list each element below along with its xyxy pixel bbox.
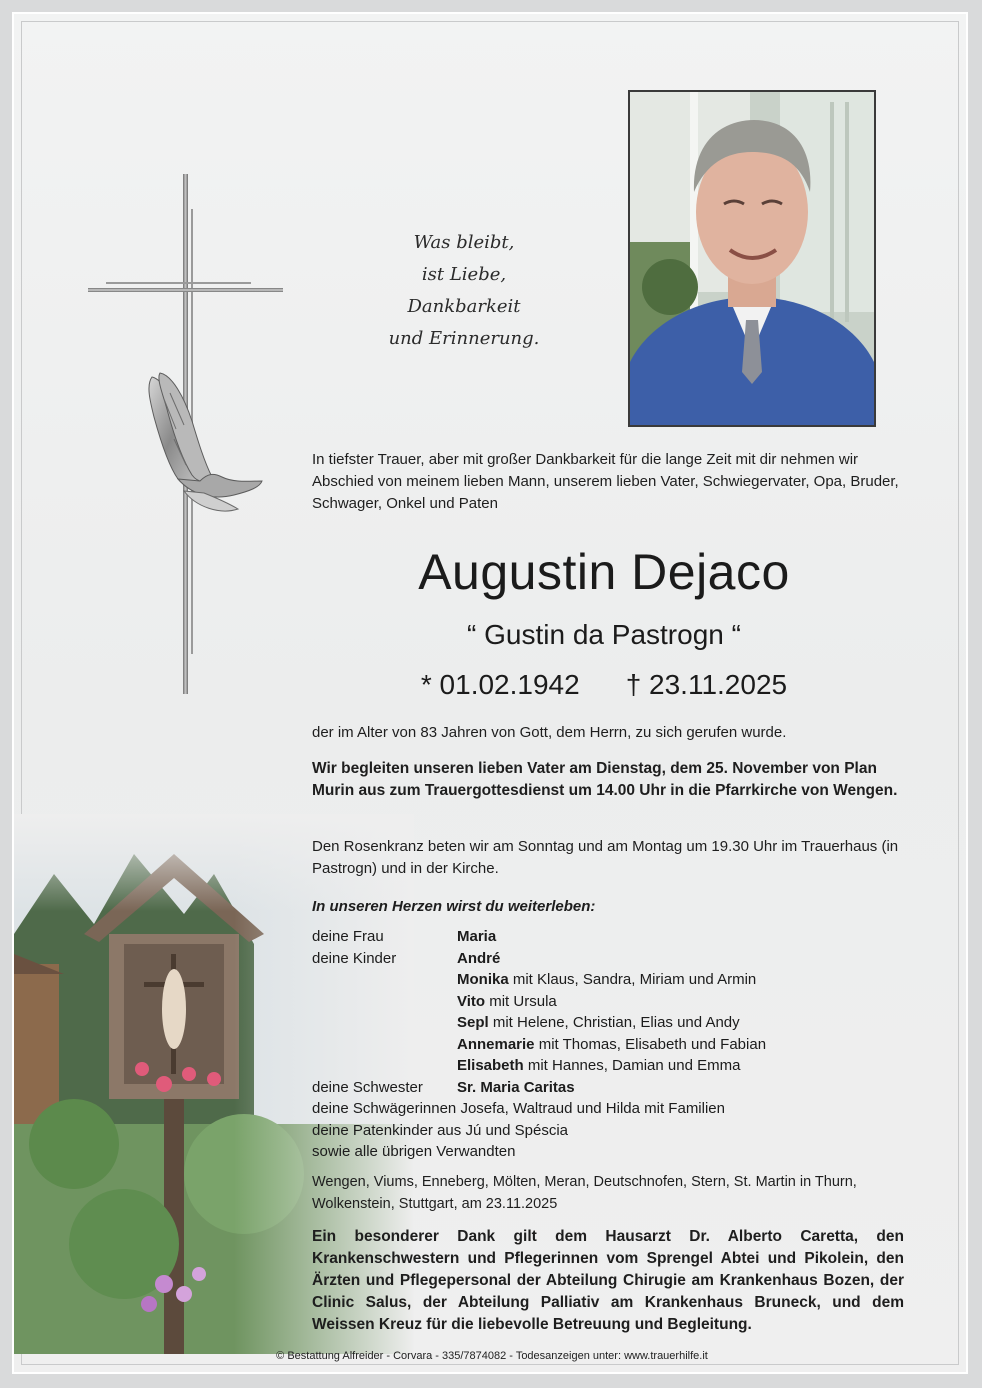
list-item — [312, 969, 904, 991]
praying-hands-icon — [134, 369, 264, 519]
relation-label: deine Kinder — [312, 949, 397, 967]
list-item — [312, 948, 904, 970]
age-text: der im Alter von 83 Jahren von Gott, dem Herrn, zu sich gerufen wurde. — [312, 724, 787, 741]
relative-family: mit Thomas, Elisabeth und Fabian — [534, 1035, 767, 1053]
list-item — [312, 1141, 904, 1163]
death-date: † 23.11.2025 — [625, 669, 788, 700]
list-item — [312, 1034, 904, 1056]
list-item — [312, 1012, 904, 1034]
obituary-card — [12, 12, 968, 1374]
quote-line: und Erinnerung. — [388, 328, 540, 349]
quote-line: ist Liebe, — [421, 264, 507, 285]
relative-family: mit Hannes, Damian und Emma — [523, 1057, 741, 1074]
deceased-name: Augustin Dejaco — [418, 544, 790, 600]
quote-line: Was bleibt, — [413, 232, 515, 253]
portrait-photo — [628, 90, 876, 427]
funeral-announcement: Wir begleiten unseren lieben Vater am Dienstag, dem 25. November von Plan Murin aus zum Trauergottesdienst um 14.00 Uhr in die Pfarrkirche von Wengen. — [312, 760, 898, 799]
list-item — [312, 1098, 904, 1120]
quote-line: Dankbarkeit — [407, 296, 521, 317]
other-relatives: sowie alle übrigen Verwandten — [312, 1143, 516, 1160]
list-item — [312, 1055, 904, 1077]
relative-name: Annemarie — [457, 1035, 535, 1053]
rosary-announcement: Den Rosenkranz beten wir am Sonntag und am Montag um 19.30 Uhr im Trauerhaus (in Pastrogn) und in der Kirche. — [312, 838, 899, 877]
list-item — [312, 1077, 904, 1099]
relation-label: deine Schwester — [312, 1078, 423, 1096]
relative-name: André — [457, 949, 501, 967]
relative-family: mit Helene, Christian, Elias und Andy — [488, 1014, 740, 1031]
intro-text: In tiefster Trauer, aber mit großer Dankbarkeit für die lange Zeit mit dir nehmen wir Abschied von meinem lieben Mann, unserem lieben Vater, Schwiegervater, Opa, Bruder, Schwager, Onkel und Paten — [312, 451, 899, 512]
thanks-text: Ein besonderer Dank gilt dem Hausarzt Dr. Alberto Caretta, den Krankenschwestern und Pflegerinnen vom Sprengel Abtei und Pikolein, den Ärzten und Pflegepersonal der Abteilung Chirugie am Krankenhaus Bozen, der Clinic Salus, der Abteilung Palliativ am Krankenhaus Bruneck, und dem Weissen Kreuz für die liebevolle Betreuung und Begleitung. — [312, 1228, 904, 1333]
birth-date: * 01.02.1942 — [420, 669, 580, 700]
relative-name: Vito — [457, 992, 486, 1010]
relative-name: Sr. Maria Caritas — [457, 1078, 575, 1096]
godchildren: deine Patenkinder aus Jú und Spéscia — [312, 1121, 569, 1139]
cross-horizontal-line — [106, 282, 251, 284]
relation-label: deine Frau — [312, 928, 384, 945]
life-dates — [304, 666, 904, 704]
list-item — [312, 1120, 904, 1142]
relative-name: Sepl — [457, 1014, 489, 1031]
sisters-in-law: deine Schwägerinnen Josefa, Waltraud und Hilda mit Familien — [312, 1100, 725, 1117]
footer-credit: © Bestattung Alfreider - Corvara - 335/7874082 - Todesanzeigen unter: www.trauerhilfe.it — [276, 1350, 708, 1362]
list-item — [312, 926, 904, 948]
relatives-list — [312, 926, 904, 1163]
deceased-nickname: “ Gustin da Pastrogn “ — [467, 619, 741, 650]
mourners-heading: In unseren Herzen wirst du weiterleben: — [312, 898, 596, 915]
places-and-date: Wengen, Viums, Enneberg, Mölten, Meran, Deutschnofen, Stern, St. Martin in Thurn, Wolkenstein, Stuttgart, am 23.11.2025 — [312, 1174, 857, 1212]
cross-horizontal-beam — [88, 288, 283, 292]
relative-family: mit Klaus, Sandra, Miriam und Armin — [508, 971, 757, 988]
relative-family: mit Ursula — [485, 992, 557, 1010]
list-item — [312, 991, 904, 1013]
relative-name: Elisabeth — [457, 1057, 524, 1074]
memorial-quote — [344, 227, 584, 355]
relative-name: Monika — [457, 971, 509, 988]
relative-name: Maria — [457, 928, 497, 945]
